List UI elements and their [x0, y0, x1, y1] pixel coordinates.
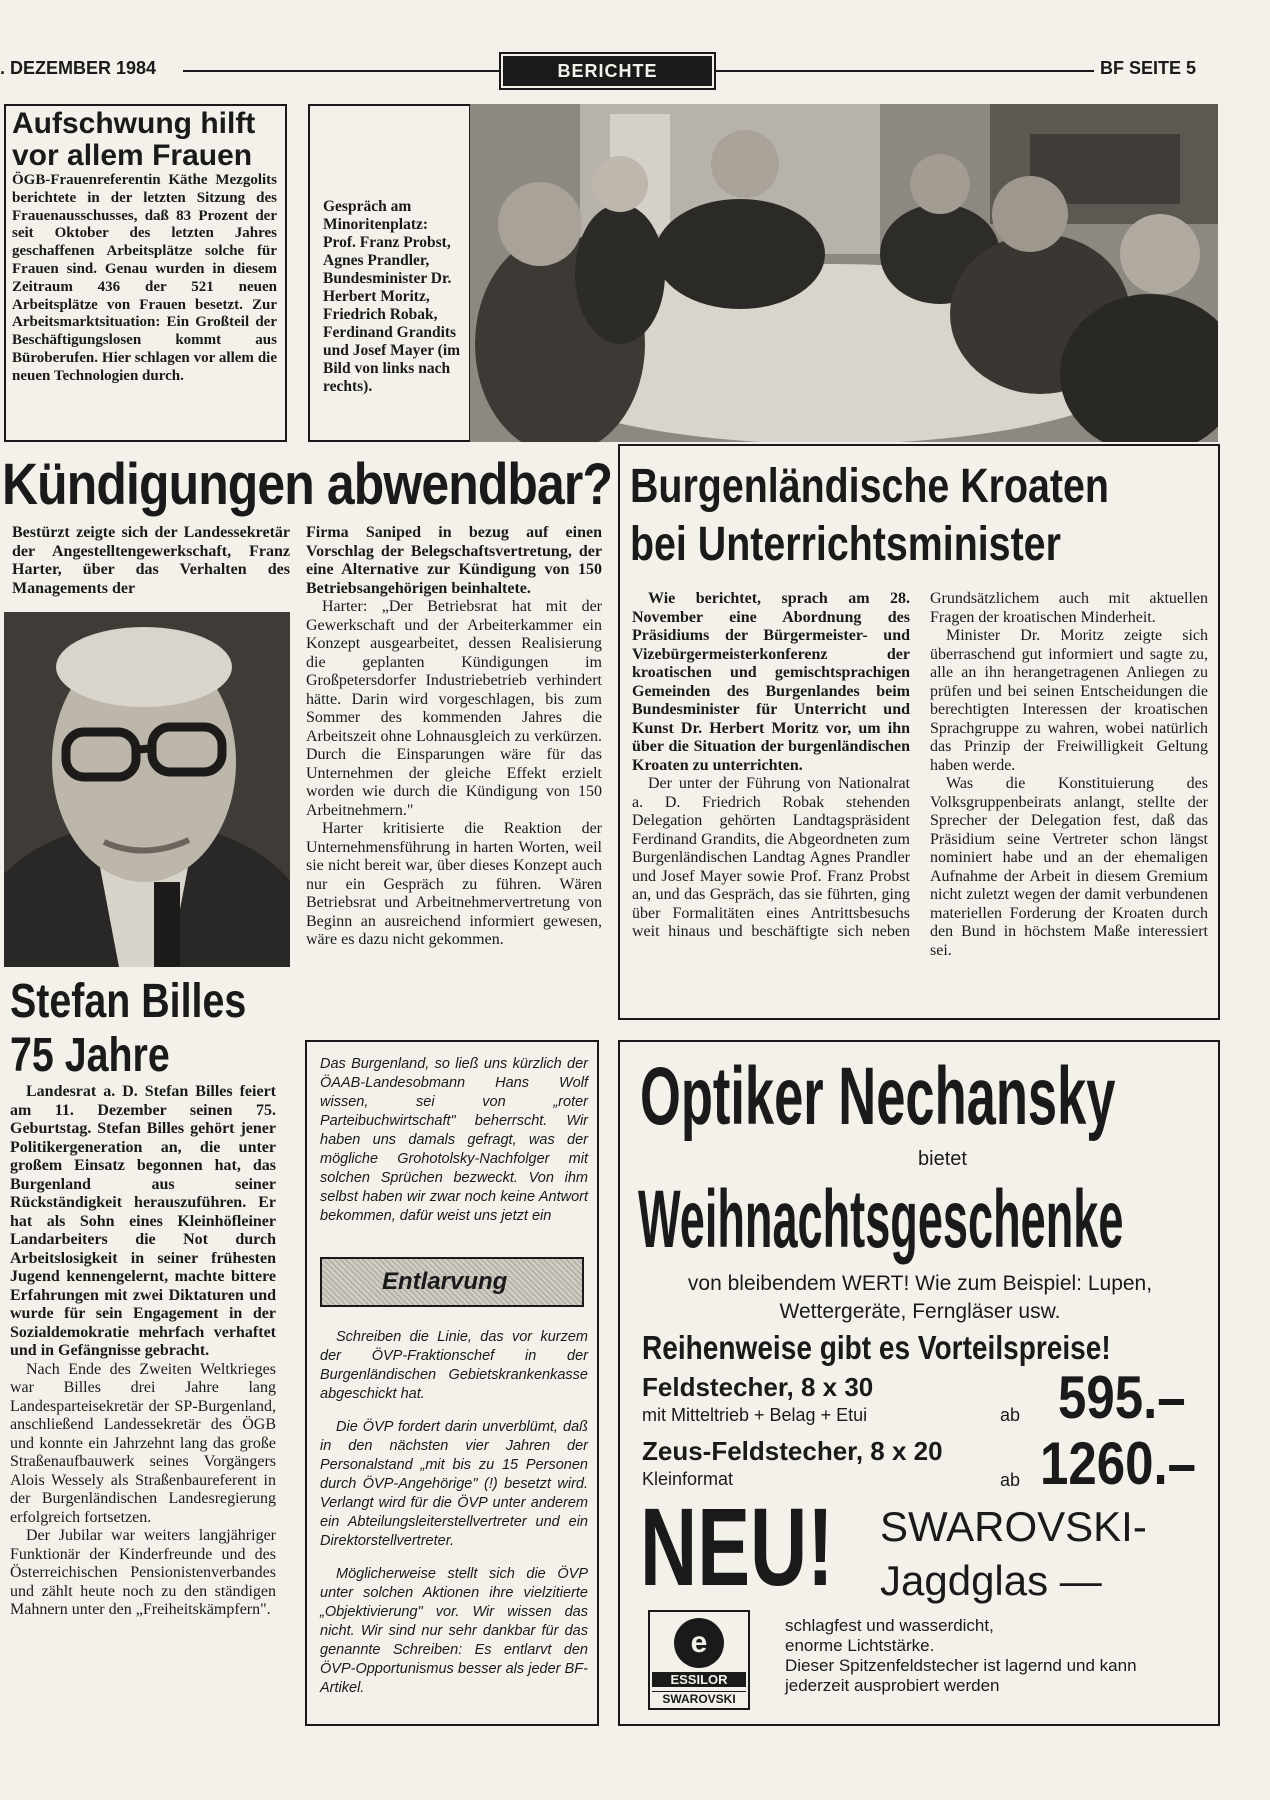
- ad-item2-desc: Kleinformat: [642, 1469, 734, 1489]
- ad-sub2: Wettergeräte, Ferngläser usw.: [779, 1300, 1061, 1323]
- ad-bietet: bietet: [918, 1148, 967, 1170]
- ad-logo: [648, 1610, 750, 1710]
- swarovski-logo-text: SWAROVSKI: [652, 1691, 746, 1706]
- ad-reihenweise: Reihenweise gibt es Vorteilspreise!: [642, 1329, 1111, 1366]
- ad-swarovski1: SWAROVSKI-: [880, 1503, 1147, 1550]
- kuendigungen-col2-lead: Firma Saniped in bezug auf einen Vorschlag der Belegschaftsvertretung, der eine Alternative zur Kündigung von 150 Betriebsangehörigen beinhaltete.: [306, 524, 602, 597]
- header-rule-right: [714, 70, 1094, 72]
- entlarvung-title: Entlarvung: [320, 1257, 584, 1307]
- ad-item2-price: 1260.–: [1040, 1430, 1196, 1497]
- ad-headline: Weihnachtsgeschenke: [638, 1174, 1124, 1265]
- ad-desc2: enorme Lichtstärke.: [785, 1636, 935, 1655]
- entlarvung-p1: Schreiben die Linie, das vor kurzem der ÖVP-Fraktionschef in der Burgenländischen Gebietskrankenkasse abgeschickt hat.: [320, 1329, 588, 1402]
- frauen-title-line2: vor allem Frauen: [12, 139, 253, 172]
- kroaten-headline: [630, 458, 1109, 574]
- kroaten-body: [632, 590, 1208, 960]
- billes-body: [10, 1083, 276, 1620]
- kroaten-p3: Was die Konstituierung des Volksgruppenbeirats anlangt, stellte der Sprecher der Delegation fest, daß das Präsidium seine Vertreter schon längst nominiert habe und an der ehemaligen Aufnahme der Arbeit in diesem Gremium nicht zuletzt wegen der damit verbundenen materiellen Forderung der Kroaten durch den Bund in höchstem Maße interessiert sei.: [930, 775, 1208, 959]
- header-date: . DEZEMBER 1984: [0, 58, 157, 78]
- ad-desc3: Dieser Spitzenfeldstecher ist lagernd und kann: [785, 1656, 1137, 1675]
- billes-portrait-graphic: [4, 612, 290, 967]
- kroaten-p2: Minister Dr. Moritz zeigte sich überraschend gut informiert und sagte zu, alle an ihn herangetragenen Anliegen zu prüfen und bei seinen Entscheidungen die berechtigten Interessen der kroatischen Sprachgruppe zu wahren, wobei natürlich das Prinzip der Freiwilligkeit Geltung haben werde.: [930, 627, 1208, 774]
- kuendigungen-col2-p2: Harter kritisierte die Reaktion der Unternehmensführung in harten Worten, weil sie nicht bereit war, über dieses Konzept auch nur ein Gespräch zu führen. Wären Betriebsrat und Arbeitnehmervertretung von Beginn an ausreichend informiert gewesen, wäre es dazu nicht gekommen.: [306, 820, 602, 948]
- billes-portrait: [4, 612, 290, 967]
- billes-lead: Landesrat a. D. Stefan Billes feiert am 11. Dezember seinen 75. Geburtstag. Stefan Billes gehört jener Politikergeneration an, die unter großem Einsatz begonnen hat, das Burgenland aus seiner Rückständigkeit herauszuführen. Er hat als Sohn eines Kleinhöfleiner Landarbeiters die Not durch Arbeitslosigkeit in seiner frühesten Jugend kennengelernt, machte bittere Erfahrungen mit zwei Diktaturen und wurde für sein Engagement in der Sozialdemokratie mehrfach verhaftet und in Gefängnisse gebracht.: [10, 1083, 276, 1359]
- frauen-body: ÖGB-Frauenreferentin Käthe Mezgolits berichtete in der letzten Sitzung des Frauenausschusses, daß 83 Prozent der seit Oktober des letzten Jahres geschaffenen Arbeitsplätze solche für Frauen sind. Genau wurden in diesem Zeitraum 436 der 521 neuen Arbeitsplätze von Frauen besetzt. Zur Arbeitsmarktsituation: Ein Großteil der Beschäftigungslosen kommt aus Büroberufen. Hier schlagen vor allem die neuen Technologien durch.: [12, 172, 277, 384]
- kuendigungen-lead: Bestürzt zeigte sich der Landessekretär der Angestelltengewerkschaft, Franz Harter, über das Verhalten des Managements der: [12, 524, 290, 597]
- kroaten-headline-line2: bei Unterrichtsminister: [630, 518, 1061, 571]
- kuendigungen-col2-p1: Harter: „Der Betriebsrat hat mit der Gewerkschaft und der Arbeiterkammer ein Konzept ausgearbeitet, dessen Realisierung die geplanten Kündigungen im Großpetersdorfer Industriebetrieb verhindert hätte. Darin wird vorgeschlagen, bis zum Sommer des kommenden Jahres die Arbeitszeit ohne Lohnausgleich zu verkürzen. Durch die Einsparungen wäre für das Unternehmen der gleiche Effekt erzielt worden wie durch die Kündigung von 150 Arbeitnehmern.": [306, 598, 602, 819]
- entlarvung-intro: Das Burgenland, so ließ uns kürzlich der ÖAAB-Landesobmann Hans Wolf wissen, sei von „roter Parteibuchwirtschaft" beherrscht. Wir haben uns damals gefragt, was der mögliche Grohotolsky-Nachfolger mit solchen Sprüchen bezweckt. Von ihm selbst haben wir zwar noch keine Antwort bekommen, dafür weist uns jetzt ein: [320, 1056, 588, 1224]
- ad-item1-desc: mit Mitteltrieb + Belag + Etui: [642, 1405, 868, 1425]
- header-rule-left: [183, 70, 503, 72]
- ad-item1-price: 595.–: [1058, 1364, 1186, 1431]
- ad-item1-name: Feldstecher, 8 x 30: [642, 1372, 874, 1402]
- billes-p2: Nach Ende des Zweiten Weltkrieges war Billes drei Jahre lang Landesparteisekretär der SP-Burgenland, anschließend Landessekretär des ÖGB und konnte ein Jahrzehnt lang das große Straßenaufbauwerk seines Vorgängers Alois Wessely als Straßenbaureferent in der Burgenländischen Landesregierung erfolgreich fortsetzen.: [10, 1360, 276, 1526]
- meeting-photo: [470, 104, 1218, 442]
- ad-sub1: von bleibendem WERT! Wie zum Beispiel: Lupen,: [687, 1272, 1153, 1295]
- ad-desc: [785, 1616, 1137, 1696]
- ad-swarovski: [880, 1500, 1147, 1608]
- header-page: BF SEITE 5: [1100, 58, 1197, 78]
- ad-desc4: jederzeit ausprobiert werden: [785, 1676, 1000, 1695]
- billes-p3: Der Jubilar war weiters langjähriger Funktionär der Kinderfreunde und des Österreichischen Pensionistenverbandes und zählt heute noch zu den ständigen Mahnern unter den „Freiheitskämpfern".: [10, 1527, 276, 1618]
- ad-desc1: schlagfest und wasserdicht,: [785, 1616, 994, 1635]
- billes-title-line1: Stefan Billes: [10, 975, 247, 1028]
- billes-title: [10, 975, 246, 1083]
- header-section: BERICHTE: [503, 56, 712, 86]
- ad-item2-ab: ab: [1000, 1470, 1021, 1490]
- frauen-title: [12, 108, 255, 172]
- kuendigungen-headline: Kündigungen abwendbar?: [2, 452, 613, 517]
- ad-neu: NEU!: [640, 1486, 834, 1609]
- billes-title-line2: 75 Jahre: [10, 1029, 170, 1082]
- frauen-title-line1: Aufschwung hilft: [12, 107, 256, 140]
- ad-sub: [630, 1270, 1210, 1326]
- kroaten-lead: Wie berichtet, sprach am 28. November eine Abordnung des Präsidiums der Bürgermeister- und Vizebürgermeisterkonferenz der kroatischen und gemischtsprachigen Gemeinden des Burgenlandes beim Bundesminister für Unterricht und Kunst Dr. Herbert Moritz vor, um ihn über die Situation der burgenländischen Kroaten zu unterrichten.: [632, 590, 910, 774]
- ad-name: Optiker Nechansky: [640, 1051, 1116, 1142]
- kroaten-p1: Der unter der Führung von Nationalrat a. D. Friedrich Robak stehenden Delegation gehörten Landtagspräsident Ferdinand Grandits, die Abgeordneten zum Burgenländischen Landtag Agnes Prandler und Josef Mayer sowie Prof. Franz Probst an, und das Gespräch, das sie führten, ging über Formalitäten eines Antrittsbesuchs weit hinaus und beschäftigte sich neben Grundsätzlichem auch mit aktuellen Fragen der kroatischen Minderheit.: [632, 590, 1208, 940]
- essilor-logo-text: ESSILOR: [652, 1672, 746, 1687]
- ad-item2-name: Zeus-Feldstecher, 8 x 20: [642, 1436, 943, 1466]
- photo-caption: Gespräch am Minoritenplatz: Prof. Franz Probst, Agnes Prandler, Bundesminister Dr. Herbert Moritz, Friedrich Robak, Ferdinand Grandits und Josef Mayer (im Bild von links nach rechts).: [323, 198, 461, 395]
- kuendigungen-col2: [306, 524, 602, 950]
- entlarvung-p2: Die ÖVP fordert darin unverblümt, daß in den nächsten vier Jahren der Personalstand „mit bis zu 15 Personen durch ÖVP-Angehörige" (!) besetzt wird. Verlangt wird für die ÖVP unter anderem ein Abteilungsleiterstellvertreter und ein Direktorstellvertreter.: [320, 1419, 588, 1549]
- ad-item1-ab: ab: [1000, 1405, 1021, 1425]
- ad-swarovski2: Jagdglas —: [880, 1557, 1102, 1604]
- essilor-logo-icon: e: [674, 1618, 724, 1668]
- kroaten-headline-line1: Burgenländische Kroaten: [630, 460, 1109, 513]
- meeting-photo-graphic: [470, 104, 1218, 442]
- entlarvung-p3: Möglicherweise stellt sich die ÖVP unter solchen Aktionen ihre vielzitierte „Objektivierung" vor. Wir wissen das nicht. Wir sind nur sehr dankbar für das genannte Schreiben: Es entlarvt den ÖVP-Opportunismus besser als jeder BF-Artikel.: [320, 1566, 588, 1696]
- entlarvung-body: [320, 1328, 588, 1698]
